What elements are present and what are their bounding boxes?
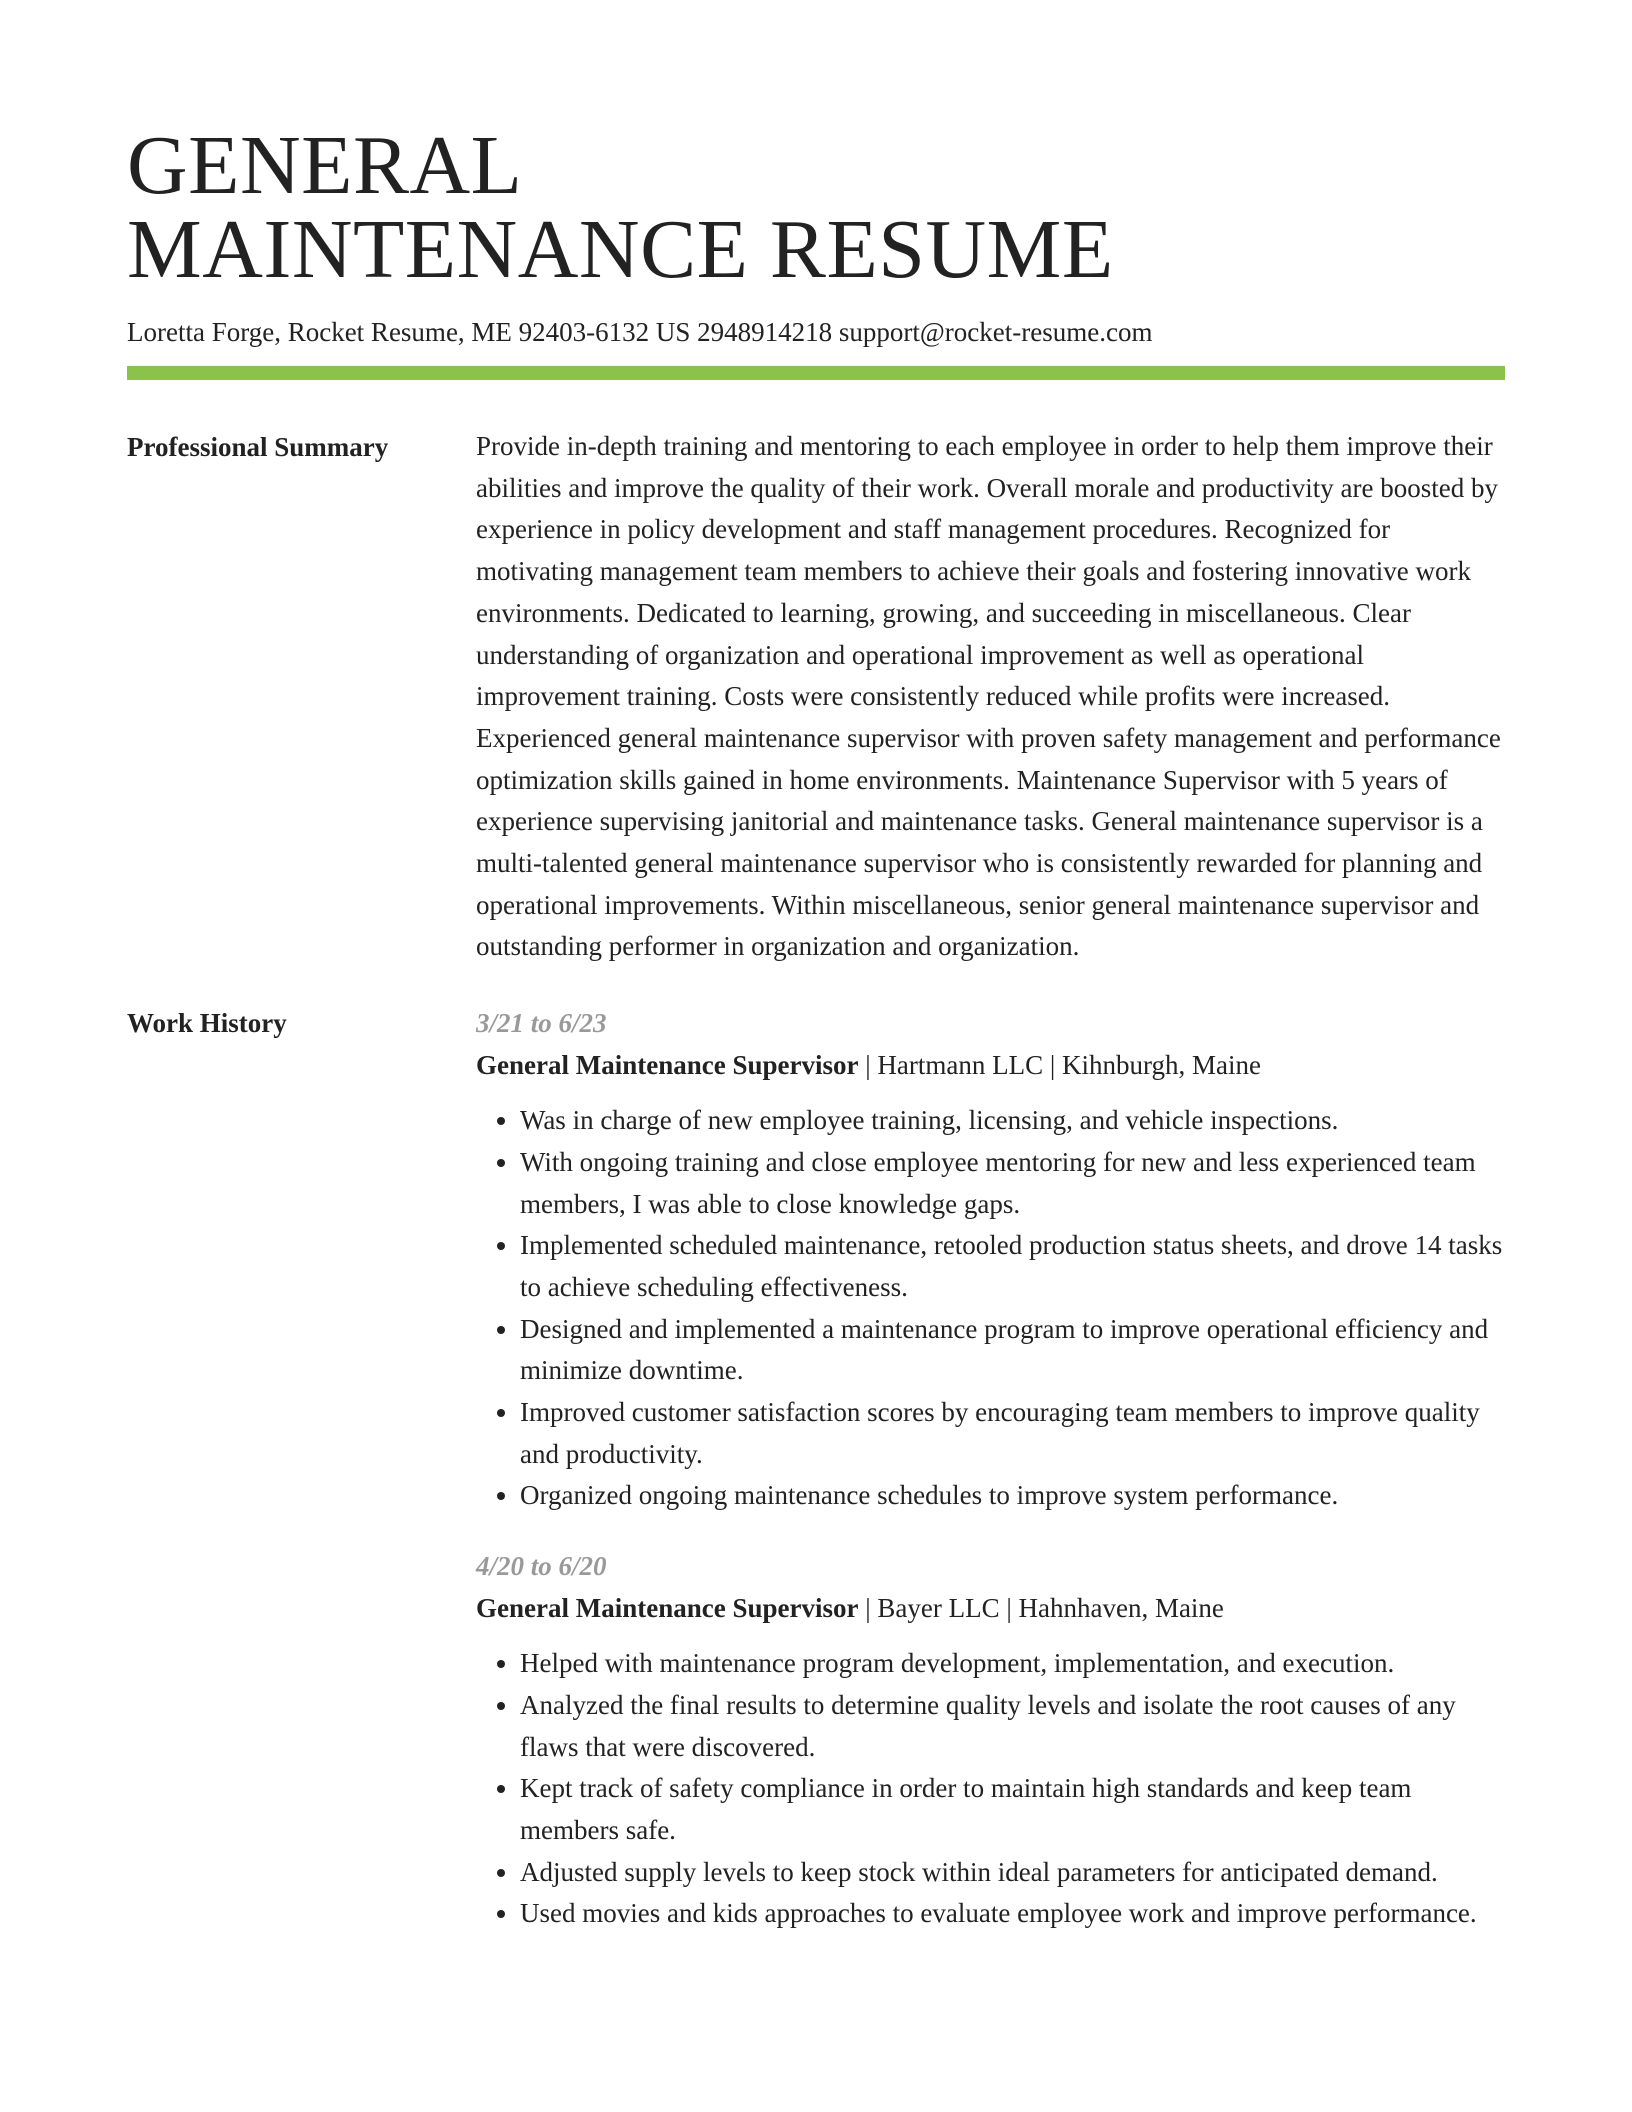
job-title-line <box>476 1044 1505 1086</box>
title-line-2: MAINTENANCE RESUME <box>127 203 1114 296</box>
section-label-work: Work History <box>127 1008 287 1039</box>
job-dates: 4/20 to 6/20 <box>476 1551 607 1582</box>
job-bullet: • Analyzed the final results to determine quality levels and isolate the root causes of any flaws that were discovered. <box>520 1685 1505 1768</box>
job-details: | Hartmann LLC | Kihnburgh, Maine <box>858 1050 1261 1081</box>
job-bullet: • Used movies and kids approaches to evaluate employee work and improve performance. <box>520 1893 1505 1935</box>
summary-body <box>476 430 1505 968</box>
job-bullet: • Kept track of safety compliance in order to maintain high standards and keep team members safe. <box>520 1768 1505 1851</box>
professional-summary-section <box>127 430 1505 968</box>
job-bullet: • Adjusted supply levels to keep stock within ideal parameters for anticipated demand. <box>520 1852 1505 1894</box>
job-details: | Bayer LLC | Hahnhaven, Maine <box>858 1593 1224 1624</box>
job-bullet-list <box>476 1643 1505 1935</box>
job-title: General Maintenance Supervisor <box>476 1593 859 1624</box>
job-entry <box>476 1545 1505 1935</box>
title-line-1: GENERAL <box>127 119 523 212</box>
job-title-line <box>476 1587 1505 1629</box>
job-entry <box>476 1002 1505 1517</box>
job-bullet: • Designed and implemented a maintenance program to improve operational efficiency and minimize downtime. <box>520 1309 1505 1392</box>
work-history-section <box>127 1006 1505 1967</box>
job-bullet: • Improved customer satisfaction scores by encouraging team members to improve quality and productivity. <box>520 1392 1505 1475</box>
job-bullet: • Helped with maintenance program development, implementation, and execution. <box>520 1643 1505 1685</box>
job-bullet-list <box>476 1100 1505 1517</box>
work-history-body <box>476 1006 1505 1967</box>
contact-info: Loretta Forge, Rocket Resume, ME 92403-6132 US 2948914218 support@rocket-resume.com <box>127 317 1153 347</box>
job-title: General Maintenance Supervisor <box>476 1050 859 1081</box>
section-label-summary: Professional Summary <box>127 432 389 462</box>
job-bullet: • Was in charge of new employee training, licensing, and vehicle inspections. <box>520 1100 1505 1142</box>
accent-divider <box>127 366 1505 380</box>
job-bullet: • Organized ongoing maintenance schedules to improve system performance. <box>520 1475 1505 1517</box>
job-bullet: • Implemented scheduled maintenance, retooled production status sheets, and drove 14 tasks to achieve scheduling effectiveness. <box>520 1225 1505 1308</box>
summary-text: Provide in-depth training and mentoring to each employee in order to help them improve their abilities and improve the quality of their work. Overall morale and productivity are boosted by experience in policy development and staff management procedures. Recognized for motivating management team members to achieve their goals and fostering innovative work environments. Dedicated to learning, growing, and succeeding in miscellaneous. Clear understanding of organization and operational improvement as well as operational improvement training. Costs were consistently reduced while profits were increased. Experienced general maintenance supervisor with proven safety management and performance optimization skills gained in home environments. Maintenance Supervisor with 5 years of experience supervising janitorial and maintenance tasks. General maintenance supervisor is a multi-talented general maintenance supervisor who is consistently rewarded for planning and operational improvements. Within miscellaneous, senior general maintenance supervisor and outstanding performer in organization and organization. <box>476 431 1501 962</box>
job-dates: 3/21 to 6/23 <box>476 1008 607 1039</box>
resume-title <box>127 119 1505 296</box>
job-bullet: • With ongoing training and close employee mentoring for new and less experienced team members, I was able to close knowledge gaps. <box>520 1142 1505 1225</box>
